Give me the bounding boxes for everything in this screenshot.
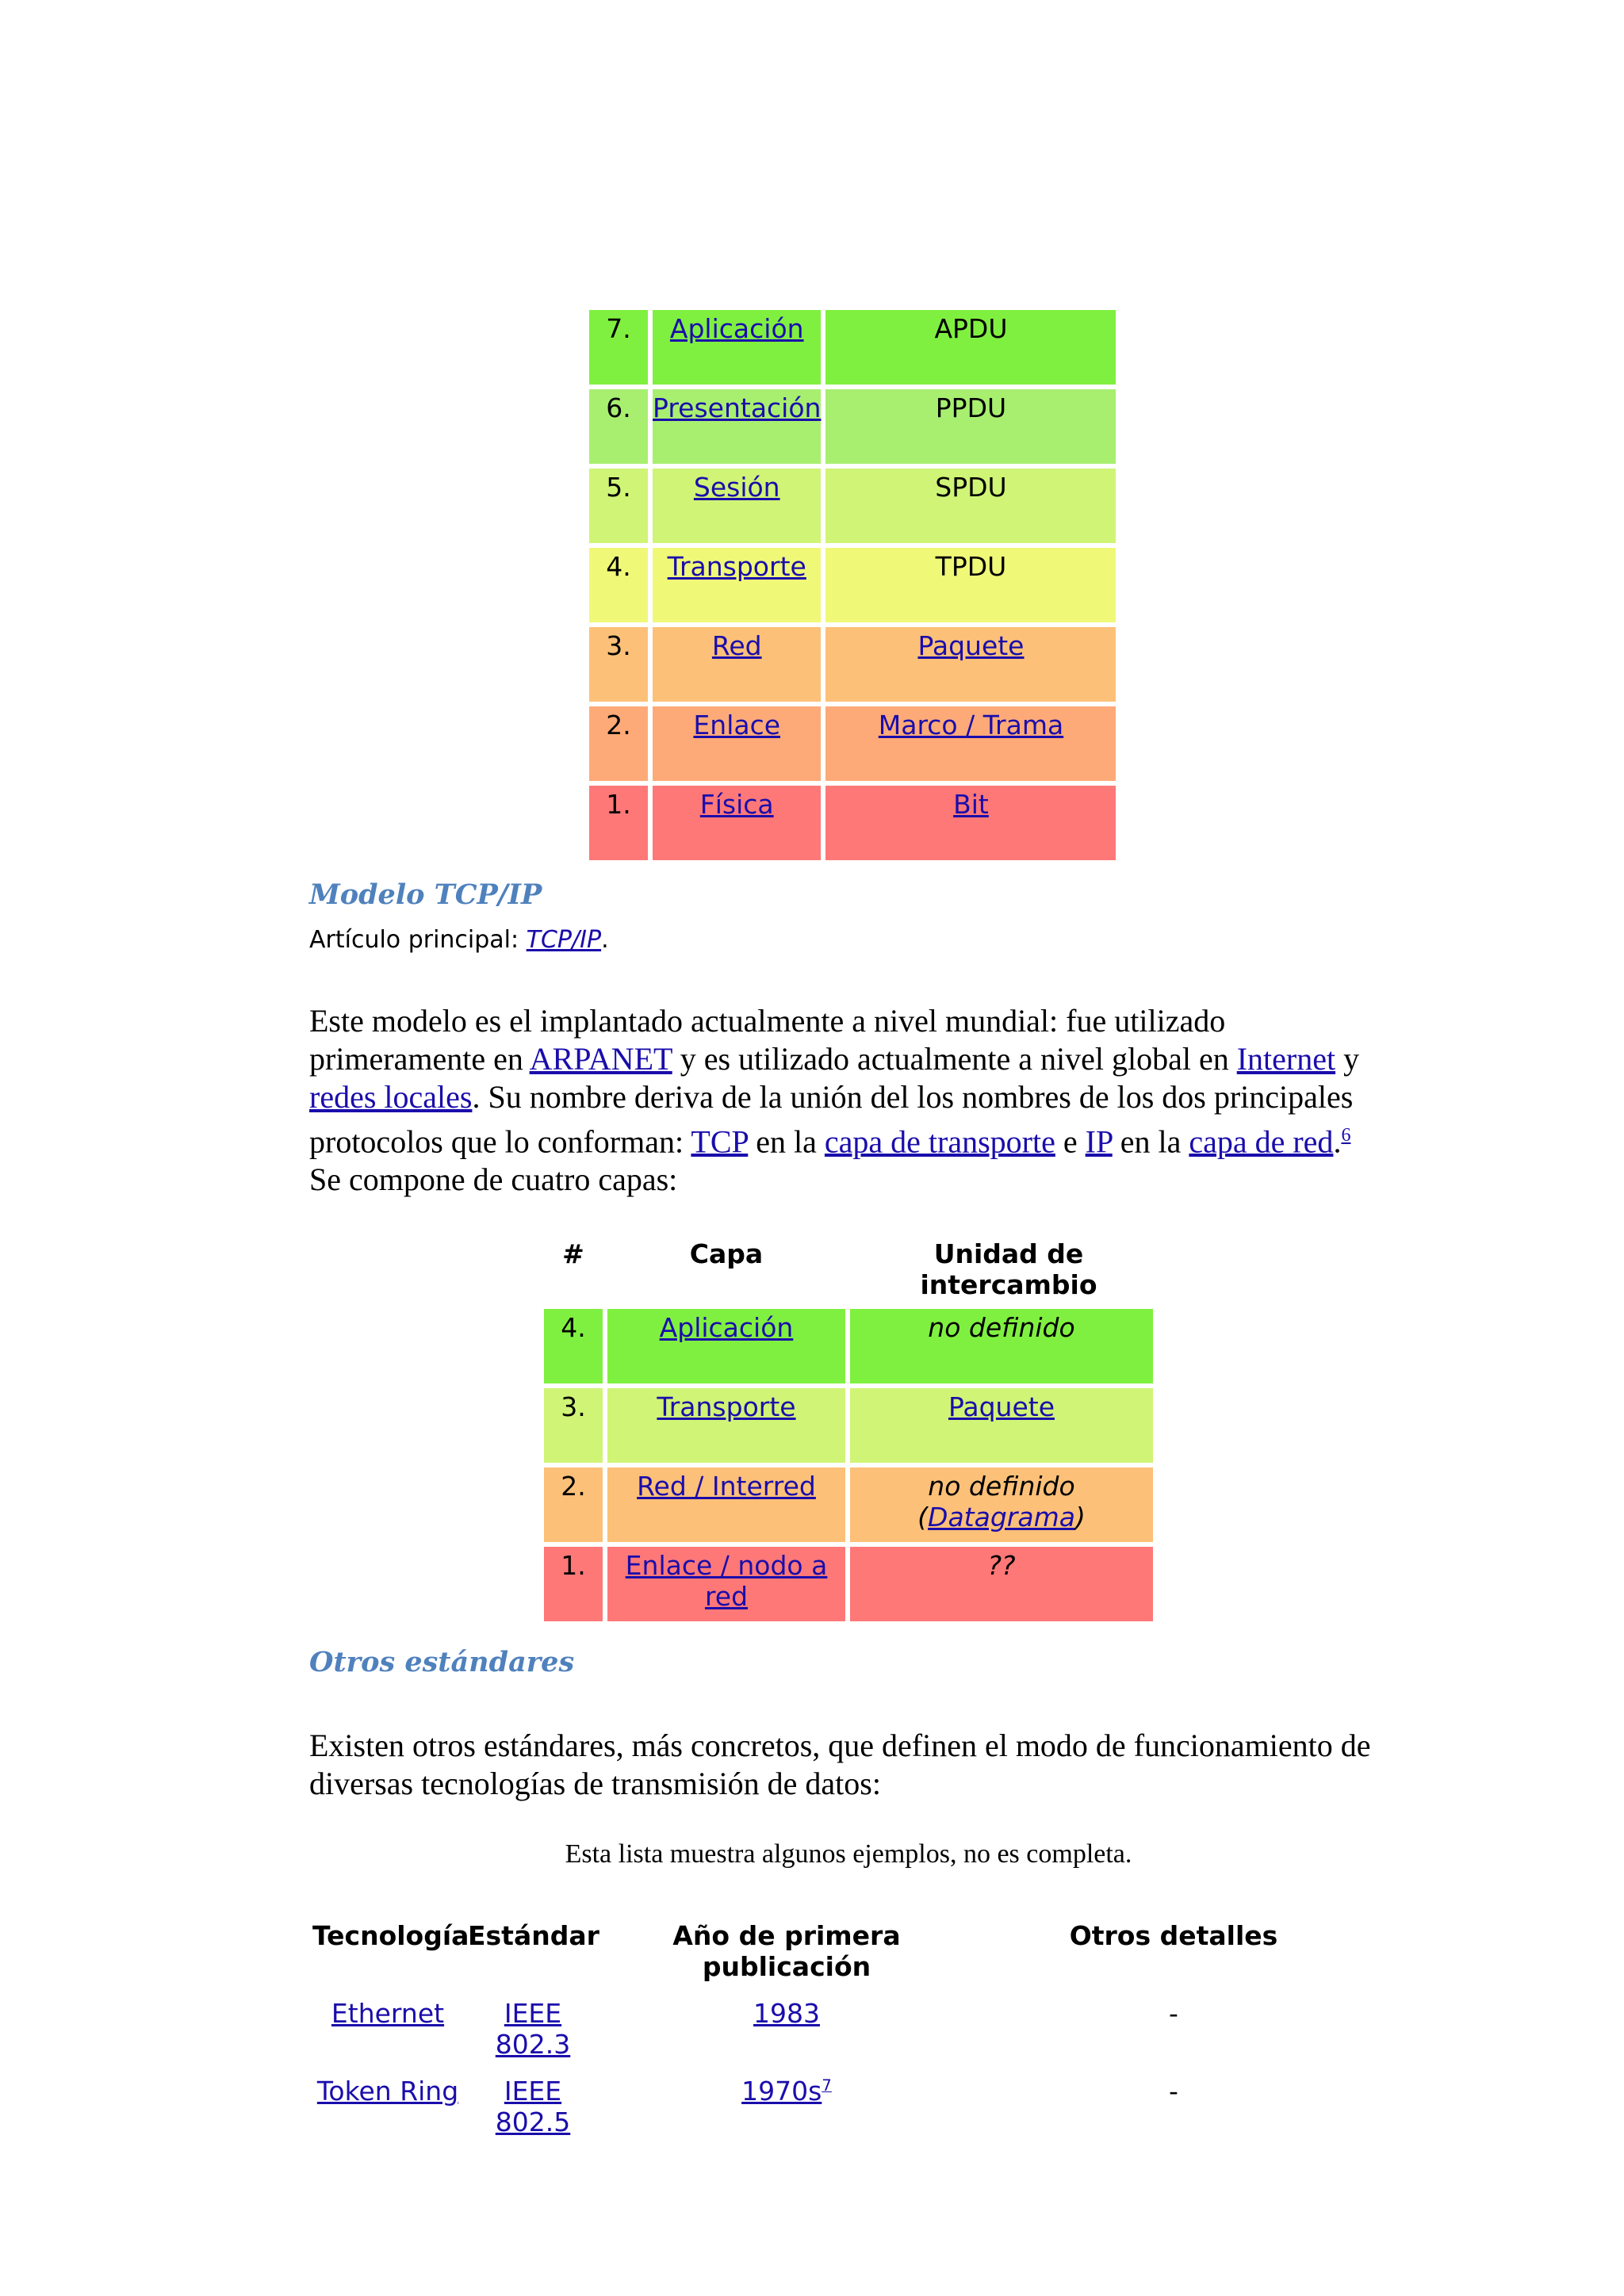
osi-layer-link[interactable]: Enlace — [693, 710, 781, 740]
std-header-details: Otros detalles — [1069, 1920, 1278, 1951]
osi-row — [589, 786, 1116, 860]
osi-layer-link[interactable]: Física — [699, 789, 774, 820]
osi-row — [589, 548, 1116, 622]
std-standard-cell — [463, 2076, 603, 2137]
tcp-layer-number: 2. — [544, 1468, 603, 1542]
osi-layer-number: 5. — [589, 469, 648, 543]
osi-layer-cell — [653, 389, 821, 464]
osi-unit-link[interactable]: Marco / Trama — [878, 710, 1064, 740]
osi-row — [589, 389, 1116, 464]
tcp-unit-text: ?? — [987, 1550, 1016, 1581]
tcp-unit-cell — [850, 1309, 1153, 1383]
osi-unit-text: SPDU — [935, 472, 1007, 503]
osi-row — [589, 469, 1116, 543]
osi-layer-link[interactable]: Sesión — [693, 472, 780, 503]
osi-row — [589, 310, 1116, 385]
osi-layer-number: 7. — [589, 310, 648, 385]
osi-layer-cell — [653, 786, 821, 860]
tcp-ip-article-link[interactable]: TCP/IP — [526, 926, 602, 954]
tcp-layer-link[interactable]: Transporte — [657, 1391, 796, 1422]
osi-layer-number: 2. — [589, 706, 648, 781]
std-header-std: Estándar — [468, 1920, 599, 1951]
osi-layer-link[interactable]: Red — [711, 630, 762, 661]
osi-unit-text: TPDU — [935, 551, 1007, 582]
osi-layer-number: 4. — [589, 548, 648, 622]
osi-unit-cell — [825, 389, 1116, 464]
tcp-unit-link[interactable]: Datagrama — [928, 1502, 1075, 1533]
osi-row — [589, 627, 1116, 702]
tcp-header-num: # — [562, 1238, 584, 1269]
std-year-cell — [604, 1998, 969, 2029]
osi-unit-cell — [825, 469, 1116, 543]
osi-unit-cell — [825, 786, 1116, 860]
footnote-6-link[interactable]: 6 — [1341, 1125, 1351, 1146]
std-standard-link[interactable]: IEEE 802.3 — [495, 1998, 571, 2060]
arpanet-link[interactable]: ARPANET — [529, 1041, 672, 1077]
tcp-layer-cell — [607, 1388, 845, 1463]
osi-layer-link[interactable]: Transporte — [667, 551, 806, 582]
tcp-layer-number: 4. — [544, 1309, 603, 1383]
tcp-unit-suffix: ) — [1074, 1502, 1086, 1533]
osi-row — [589, 706, 1116, 781]
osi-layer-number: 3. — [589, 627, 648, 702]
osi-layer-cell — [653, 706, 821, 781]
osi-layers-table — [584, 305, 1120, 865]
osi-layer-cell — [653, 627, 821, 702]
std-details-cell: - — [1169, 1998, 1178, 2029]
std-year-link[interactable]: 1970s — [741, 2076, 822, 2107]
tcp-ip-layers-table — [539, 1304, 1158, 1626]
std-year-link[interactable]: 1983 — [753, 1998, 820, 2029]
tcp-unit-text: no definido ( — [917, 1471, 1075, 1533]
tcp-unit-text: no definido — [928, 1312, 1075, 1343]
std-year-footnote[interactable]: 7 — [822, 2076, 832, 2095]
osi-unit-text: PPDU — [935, 392, 1007, 423]
tcp-header-layer: Capa — [689, 1238, 764, 1269]
osi-layer-cell — [653, 310, 821, 385]
osi-unit-link[interactable]: Bit — [953, 789, 989, 820]
osi-unit-cell — [825, 548, 1116, 622]
tcp-ip-heading: Modelo TCP/IP — [309, 878, 542, 911]
std-header-year: Año de primera publicación — [672, 1920, 901, 1982]
osi-unit-link[interactable]: Paquete — [917, 630, 1025, 661]
tcp-layer-link[interactable]: Red / Interred — [637, 1471, 816, 1502]
std-tech-cell — [312, 1998, 463, 2029]
tcp-layer-link[interactable]: Aplicación — [659, 1312, 794, 1343]
redes-locales-link[interactable]: redes locales — [309, 1079, 473, 1115]
osi-layer-cell — [653, 548, 821, 622]
list-caption: Esta lista muestra algunos ejemplos, no es completa. — [565, 1839, 1132, 1869]
tcp-unit-cell — [850, 1468, 1153, 1542]
osi-layer-cell — [653, 469, 821, 543]
main-article-note: Artículo principal: TCP/IP. — [309, 926, 609, 954]
std-header-tech: Tecnología — [312, 1920, 469, 1951]
tcp-header-unit: Unidad de intercambio — [920, 1238, 1097, 1300]
tcp-row — [544, 1309, 1153, 1383]
tcp-row — [544, 1388, 1153, 1463]
tcp-link[interactable]: TCP — [691, 1123, 749, 1160]
osi-layer-link[interactable]: Presentación — [653, 392, 822, 423]
tcp-layer-cell — [607, 1547, 845, 1621]
osi-unit-cell — [825, 310, 1116, 385]
osi-layer-number: 1. — [589, 786, 648, 860]
tcp-unit-link[interactable]: Paquete — [948, 1391, 1055, 1422]
std-details-cell: - — [1169, 2076, 1178, 2107]
ip-link[interactable]: IP — [1085, 1123, 1113, 1160]
std-standard-cell — [463, 1998, 603, 2060]
tcp-row — [544, 1547, 1153, 1621]
tcp-layer-link[interactable]: Enlace / nodo a red — [625, 1550, 828, 1612]
tcp-layer-number: 3. — [544, 1388, 603, 1463]
internet-link[interactable]: Internet — [1236, 1041, 1336, 1077]
osi-unit-cell — [825, 627, 1116, 702]
std-year-cell — [604, 2076, 969, 2107]
osi-layer-link[interactable]: Aplicación — [669, 313, 804, 344]
tcp-unit-cell — [850, 1388, 1153, 1463]
osi-unit-text: APDU — [934, 313, 1008, 344]
std-tech-link[interactable]: Ethernet — [331, 1998, 445, 2029]
tcp-ip-paragraph: Este modelo es el implantado actualmente a nivel mundial: fue utilizado primeramente en ARPANET y es utilizado actualmente a nivel global en Internet y redes locales. Su nombre deriva de la unión del los nombres de los dos principales protocolos que lo conforman: TCP en la capa de transporte e IP en la capa de red.$^6$ Se compone de cuatro capas: — [309, 1003, 1360, 1198]
capa-red-link[interactable]: capa de red — [1189, 1123, 1334, 1160]
tcp-layer-cell — [607, 1309, 845, 1383]
std-standard-link[interactable]: IEEE 802.5 — [495, 2076, 571, 2137]
std-tech-link[interactable]: Token Ring — [316, 2076, 459, 2107]
osi-unit-cell — [825, 706, 1116, 781]
others-heading: Otros estándares — [309, 1646, 575, 1678]
tcp-layer-number: 1. — [544, 1547, 603, 1621]
others-paragraph: Existen otros estándares, más concretos, que definen el modo de funcionamiento de diversas tecnologías de transmisión de datos: — [309, 1728, 1371, 1801]
osi-layer-number: 6. — [589, 389, 648, 464]
std-tech-cell — [312, 2076, 463, 2107]
tcp-unit-cell — [850, 1547, 1153, 1621]
tcp-row — [544, 1468, 1153, 1542]
capa-transporte-link[interactable]: capa de transporte — [824, 1123, 1055, 1160]
tcp-layer-cell — [607, 1468, 845, 1542]
